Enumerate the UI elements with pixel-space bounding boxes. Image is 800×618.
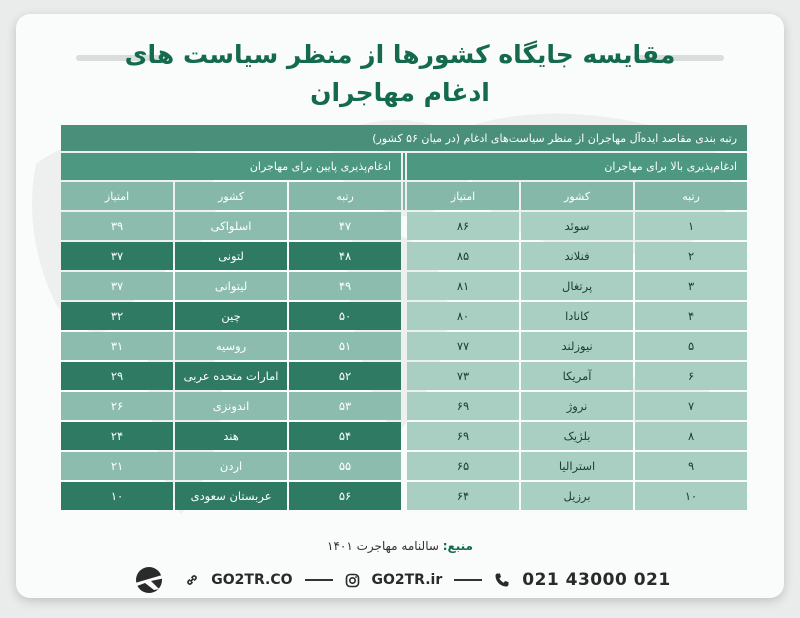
rank-cell-low: ۵۵ xyxy=(289,452,401,480)
column-separator xyxy=(403,302,405,330)
country-cell-high: آمریکا xyxy=(521,362,633,390)
country-cell-high: فنلاند xyxy=(521,242,633,270)
country-cell-high: نروژ xyxy=(521,392,633,420)
rank-cell-high: ۷ xyxy=(635,392,747,420)
score-cell-high: ۸۱ xyxy=(407,272,519,300)
header-score-low: امتیاز xyxy=(61,182,173,210)
rank-cell-high: ۳ xyxy=(635,272,747,300)
score-cell-high: ۷۷ xyxy=(407,332,519,360)
logo-airplane-icon xyxy=(129,565,173,595)
column-separator xyxy=(403,392,405,420)
score-cell-high: ۷۳ xyxy=(407,362,519,390)
column-separator xyxy=(403,272,405,300)
rank-cell-low: ۵۲ xyxy=(289,362,401,390)
score-cell-low: ۲۱ xyxy=(61,452,173,480)
country-cell-high: پرتغال xyxy=(521,272,633,300)
country-cell-low: هند xyxy=(175,422,287,450)
table-row xyxy=(61,482,747,510)
rank-cell-high: ۹ xyxy=(635,452,747,480)
link-icon xyxy=(185,573,199,587)
table-row xyxy=(61,452,747,480)
score-cell-high: ۸۵ xyxy=(407,242,519,270)
rank-cell-low: ۵۳ xyxy=(289,392,401,420)
title-line-1: مقایسه جایگاه کشورها از منظر سیاست های xyxy=(124,40,676,69)
header-rank-low: رتبه xyxy=(289,182,401,210)
score-cell-low: ۳۲ xyxy=(61,302,173,330)
ranking-table-container xyxy=(61,123,738,512)
phone-number[interactable]: 021 43000 021 xyxy=(522,570,671,590)
rank-cell-low: ۴۸ xyxy=(289,242,401,270)
country-cell-high: بلژیک xyxy=(521,422,633,450)
score-cell-high: ۶۹ xyxy=(407,392,519,420)
country-cell-high: کانادا xyxy=(521,302,633,330)
column-separator xyxy=(403,482,405,510)
column-separator xyxy=(403,182,405,210)
score-cell-high: ۸۶ xyxy=(407,212,519,240)
country-cell-high: نیوزلند xyxy=(521,332,633,360)
phone-icon xyxy=(494,572,510,588)
column-separator xyxy=(403,362,405,390)
country-cell-high: سوئد xyxy=(521,212,633,240)
country-cell-high: برزیل xyxy=(521,482,633,510)
group-low-header: ادغام‌پذیری پایین برای مهاجران xyxy=(61,153,401,180)
column-separator xyxy=(403,242,405,270)
table-row xyxy=(61,392,747,420)
instagram-handle[interactable]: GO2TR.ir xyxy=(371,572,443,588)
score-cell-high: ۶۹ xyxy=(407,422,519,450)
score-cell-low: ۱۰ xyxy=(61,482,173,510)
rank-cell-high: ۶ xyxy=(635,362,747,390)
column-separator xyxy=(403,212,405,240)
table-row xyxy=(61,272,747,300)
footer-contact-bar xyxy=(16,566,784,594)
rank-cell-low: ۵۴ xyxy=(289,422,401,450)
rank-cell-high: ۱ xyxy=(635,212,747,240)
country-cell-low: اندونزی xyxy=(175,392,287,420)
source-note xyxy=(16,539,784,553)
header-country-high: کشور xyxy=(521,182,633,210)
score-cell-low: ۳۷ xyxy=(61,272,173,300)
rank-cell-high: ۸ xyxy=(635,422,747,450)
source-label: منبع: xyxy=(442,539,473,553)
header-rank-high: رتبه xyxy=(635,182,747,210)
country-cell-high: استرالیا xyxy=(521,452,633,480)
rank-cell-high: ۴ xyxy=(635,302,747,330)
score-cell-high: ۶۴ xyxy=(407,482,519,510)
rank-cell-low: ۵۰ xyxy=(289,302,401,330)
score-cell-high: ۸۰ xyxy=(407,302,519,330)
instagram-icon xyxy=(345,573,360,588)
table-caption: رتبه بندی مقاصد ایده‌آل مهاجران از منظر سیاست‌های ادغام (در میان ۵۶ کشور) xyxy=(61,125,747,151)
table-row xyxy=(61,332,747,360)
score-cell-low: ۳۷ xyxy=(61,242,173,270)
ranking-table xyxy=(59,123,749,512)
score-cell-low: ۳۹ xyxy=(61,212,173,240)
score-cell-low: ۲۹ xyxy=(61,362,173,390)
group-high-header: ادغام‌پذیری بالا برای مهاجران xyxy=(407,153,747,180)
title-line-2: ادغام مهاجران xyxy=(310,78,490,107)
rank-cell-low: ۵۶ xyxy=(289,482,401,510)
header-country-low: کشور xyxy=(175,182,287,210)
page-title xyxy=(16,36,784,112)
column-separator xyxy=(403,153,405,180)
column-separator xyxy=(403,332,405,360)
score-cell-low: ۲۴ xyxy=(61,422,173,450)
header-score-high: امتیاز xyxy=(407,182,519,210)
country-cell-low: امارات متحده عربی xyxy=(175,362,287,390)
rank-cell-high: ۵ xyxy=(635,332,747,360)
score-cell-low: ۳۱ xyxy=(61,332,173,360)
score-cell-low: ۲۶ xyxy=(61,392,173,420)
infographic-card xyxy=(16,14,784,598)
country-cell-low: لیتوانی xyxy=(175,272,287,300)
score-cell-high: ۶۵ xyxy=(407,452,519,480)
country-cell-low: اسلواکی xyxy=(175,212,287,240)
table-row xyxy=(61,302,747,330)
table-row xyxy=(61,362,747,390)
rank-cell-low: ۴۹ xyxy=(289,272,401,300)
website-link[interactable]: GO2TR.CO xyxy=(211,572,293,588)
table-row xyxy=(61,242,747,270)
rank-cell-low: ۵۱ xyxy=(289,332,401,360)
table-header-row xyxy=(61,182,747,210)
rank-cell-high: ۲ xyxy=(635,242,747,270)
country-cell-low: لتونی xyxy=(175,242,287,270)
source-text: سالنامه مهاجرت ۱۴۰۱ xyxy=(327,539,439,553)
table-row xyxy=(61,422,747,450)
country-cell-low: عربستان سعودی xyxy=(175,482,287,510)
rank-cell-low: ۴۷ xyxy=(289,212,401,240)
country-cell-low: چین xyxy=(175,302,287,330)
footer-divider xyxy=(454,579,482,581)
country-cell-low: اردن xyxy=(175,452,287,480)
country-cell-low: روسیه xyxy=(175,332,287,360)
column-separator xyxy=(403,452,405,480)
table-row xyxy=(61,212,747,240)
column-separator xyxy=(403,422,405,450)
rank-cell-high: ۱۰ xyxy=(635,482,747,510)
footer-divider xyxy=(305,579,333,581)
